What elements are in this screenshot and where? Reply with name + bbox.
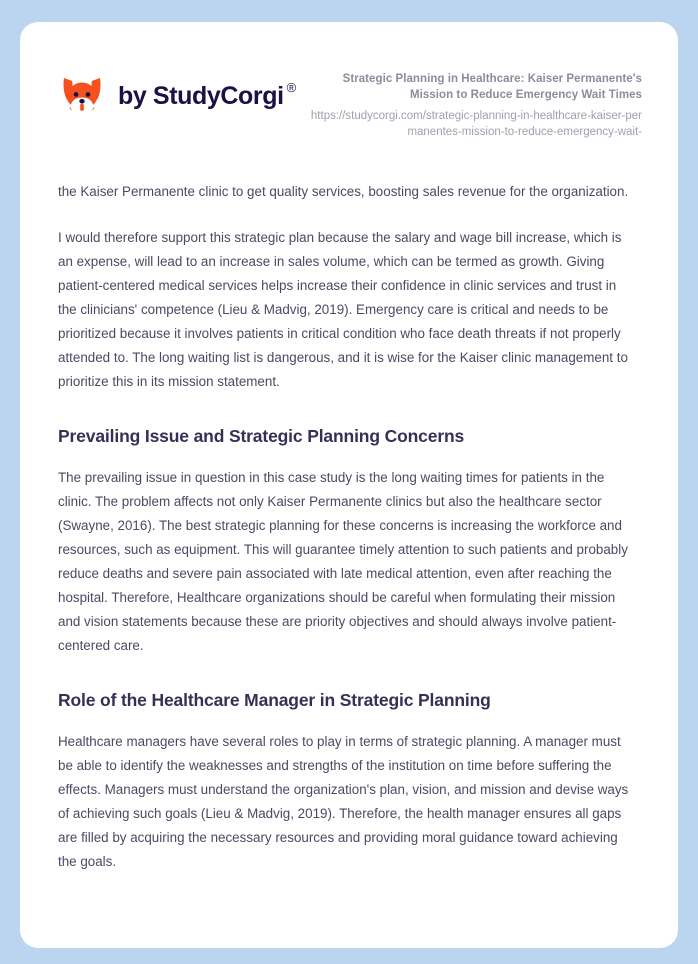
brand-wordmark (118, 79, 296, 110)
heading-prevailing-issue: Prevailing Issue and Strategic Planning Concerns (58, 426, 465, 447)
corgi-face-logo-icon (58, 72, 106, 120)
document-source-url[interactable]: https://studycorgi.com/strategic-planning-in-healthcare-kaiser-permanentes-mission-to-reduce-emergency-wait- (310, 110, 642, 138)
brand-name-text: by StudyCorgi (118, 81, 284, 110)
paragraph-healthcare-manager-roles: Healthcare managers have several roles to play in terms of strategic planning. A manager must be able to identify the weaknesses and strengths of the institution on time before suffering the effects. Managers must understand the organization's plan, vision, and mission and devise ways of achieving such goals (Lieu & Madvig, 2019). Therefore, the health manager ensures all gaps are filled by acquiring the necessary resources and providing moral guidance toward achieving the goals. (58, 733, 629, 869)
paragraph-continuation: the Kaiser Permanente clinic to get quality services, boosting sales revenue for the organization. (58, 184, 629, 200)
paragraph-support-strategic-plan: I would therefore support this strategic plan because the salary and wage bill increase, which is an expense, will lead to an increase in sales volume, which can be termed as growth. Giving patient-centered medical services helps increase their confidence in clinic services and trust in the clinicians' competence (Lieu & Madvig, 2019). Emergency care is critical and needs to be prioritized because it involves patients in critical condition who face death threats if not properly attended to. The long waiting list is dangerous, and it is wise for the Kaiser clinic management to prioritize this in its mission statement. (58, 230, 628, 390)
document-title: Strategic Planning in Healthcare: Kaiser Permanente's Mission to Reduce Emergency Wait Times (342, 73, 642, 101)
document-header (20, 22, 678, 140)
document-meta (302, 68, 642, 140)
heading-role-healthcare-manager: Role of the Healthcare Manager in Strategic Planning (58, 689, 491, 710)
document-body (20, 180, 678, 874)
brand-logo-group[interactable] (58, 68, 296, 120)
document-page-card (20, 22, 678, 948)
registered-trademark-icon: ® (286, 79, 296, 95)
paragraph-prevailing-issue: The prevailing issue in question in this case study is the long waiting times for patients in the clinic. The problem affects not only Kaiser Permanente clinics but also the healthcare sector (Swayne, 2016). The best strategic planning for these concerns is increasing the workforce and resources, such as equipment. This will guarantee timely attention to such patients and probably reduce deaths and severe pain associated with late medical attention, even after reaching the hospital. Therefore, Healthcare organizations should be careful when formulating their mission and vision statements because these are priority objectives and should always involve patient-centered care. (58, 469, 628, 653)
